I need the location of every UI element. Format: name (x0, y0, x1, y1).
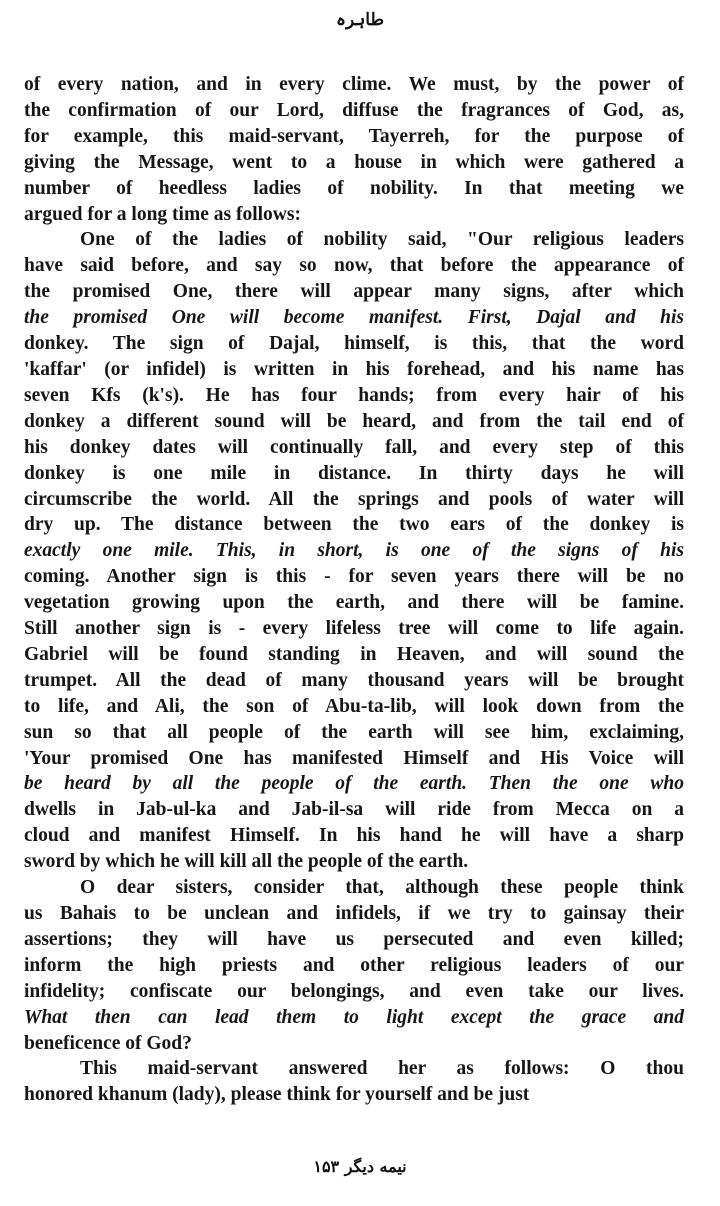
text-line: What then can lead them to light except the grace and (24, 1006, 684, 1028)
text-line: be heard by all the people of the earth. Then the one who (24, 773, 684, 795)
text-line: honored khanum (lady), please think for yourself and be just (24, 1084, 530, 1106)
text-line: exactly one mile. This, in short, is one of the signs of his (24, 540, 684, 562)
text-line: to life, and Ali, the son of Abu-ta-lib, will look down from the (24, 695, 684, 717)
text-line: assertions; they will have us persecuted and even killed; (24, 928, 684, 950)
text-line: 'kaffar' (or infidel) is written in his forehead, and his name has (24, 358, 684, 380)
text-line: dwells in Jab-ul-ka and Jab-il-sa will ride from Mecca on a (24, 799, 684, 821)
text-line: argued for a long time as follows: (24, 203, 301, 225)
text-line: beneficence of God? (24, 1032, 192, 1054)
text-line: cloud and manifest Himself. In his hand he will have a sharp (24, 825, 684, 847)
text-line: One of the ladies of nobility said, "Our religious leaders (80, 229, 684, 251)
text-line: donkey. The sign of Dajal, himself, is this, that the word (24, 333, 684, 355)
text-line: This maid-servant answered her as follows: O thou (80, 1058, 684, 1080)
text-line: trumpet. All the dead of many thousand years will be brought (24, 669, 684, 691)
text-line: donkey is one mile in distance. In thirty days he will (24, 462, 684, 484)
text-line: us Bahais to be unclean and infidels, if we try to gainsay their (24, 903, 684, 924)
text-line: O dear sisters, consider that, although these people think (80, 877, 684, 899)
body-text (24, 72, 684, 1108)
text-line: dry up. The distance between the two ears of the donkey is (24, 514, 684, 536)
text-line: inform the high priests and other religious leaders of our (24, 954, 684, 976)
text-line: have said before, and say so now, that before the appearance of (24, 255, 684, 277)
text-line: vegetation growing upon the earth, and there will be famine. (24, 592, 684, 614)
text-line: coming. Another sign is this - for seven years there will be no (24, 566, 684, 588)
text-line: sword by which he will kill all the people of the earth. (24, 851, 469, 873)
text-line: of every nation, and in every clime. We must, by the power of (24, 74, 684, 95)
page-footer-number: نیمه دیگر ۱۵۳ (313, 1157, 407, 1176)
text-line: 'Your promised One has manifested Himself and His Voice will (24, 747, 684, 769)
text-line: the confirmation of our Lord, diffuse the fragrances of God, as, (24, 99, 684, 121)
text-line: seven Kfs (k's). He has four hands; from every hair of his (24, 384, 684, 406)
text-line: donkey a different sound will be heard, and from the tail end of (24, 410, 684, 432)
text-line: sun so that all people of the earth will see him, exclaiming, (24, 721, 684, 743)
text-line: circumscribe the world. All the springs and pools of water will (24, 488, 684, 510)
text-line: his donkey dates will continually fall, and every step of this (24, 436, 684, 458)
text-line: Gabriel will be found standing in Heaven, and will sound the (24, 643, 684, 665)
text-line: the promised One will become manifest. First, Dajal and his (24, 307, 684, 329)
text-line: Still another sign is - every lifeless tree will come to life again. (24, 618, 684, 640)
text-line: number of heedless ladies of nobility. In that meeting we (24, 177, 684, 199)
text-line: the promised One, there will appear many signs, after which (24, 281, 684, 303)
page-header-title: طاہرہ (335, 10, 384, 30)
text-line: for example, this maid-servant, Tayerreh, for the purpose of (24, 125, 684, 147)
text-line: infidelity; confiscate our belongings, and even take our lives. (24, 980, 684, 1002)
text-line: giving the Message, went to a house in which were gathered a (24, 151, 684, 173)
